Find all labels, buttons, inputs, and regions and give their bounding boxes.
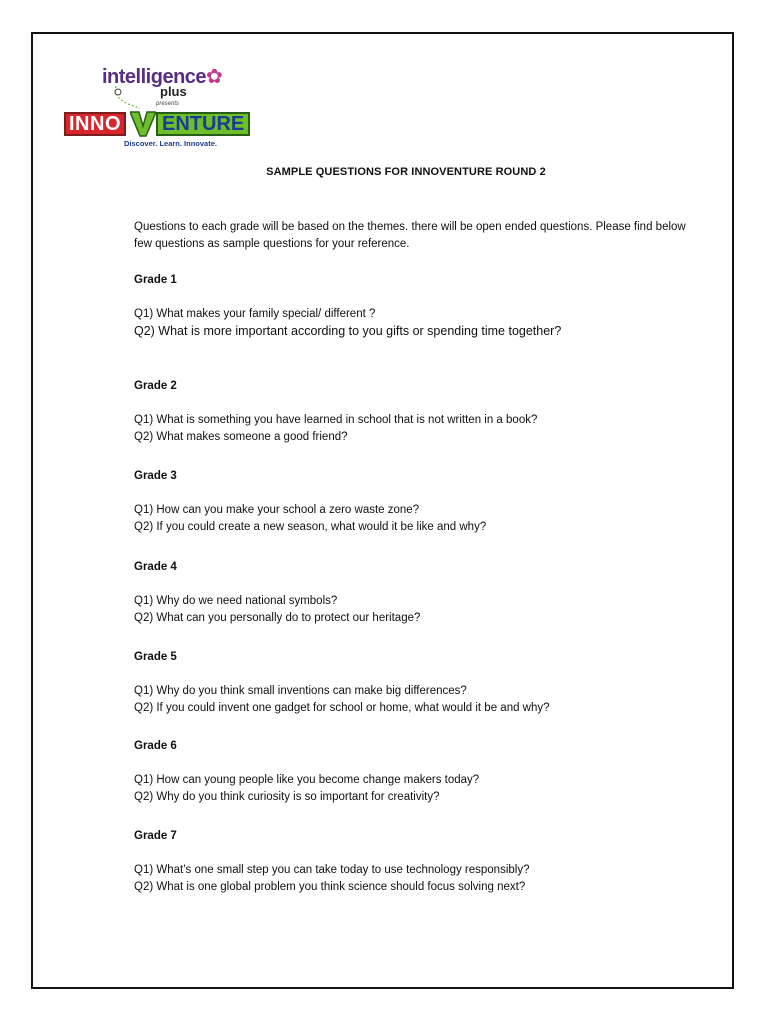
brand-v-icon — [130, 110, 156, 138]
grade-1-section — [134, 272, 694, 340]
presents-label: presents — [156, 101, 180, 107]
grade-heading: Grade 4 — [134, 561, 177, 573]
question-2: Q2) Why do you think curiosity is so important for creativity? — [134, 791, 440, 803]
question-2: Q2) What makes someone a good friend? — [134, 431, 348, 443]
brand-enture: ENTURE — [156, 112, 250, 136]
logo-tagline: Discover. Learn. Innovate. — [124, 139, 217, 148]
question-2: Q2) If you could invent one gadget for school or home, what would it be and why? — [134, 702, 550, 714]
question-1: Q1) Why do we need national symbols? — [134, 595, 338, 607]
grade-heading: Grade 6 — [134, 740, 177, 752]
grade-heading: Grade 3 — [134, 470, 177, 482]
intro-paragraph — [134, 219, 694, 253]
question-1: Q1) What’s one small step you can take today to use technology responsibly? — [134, 864, 530, 876]
grade-5-section — [134, 649, 694, 717]
question-1: Q1) What is something you have learned in school that is not written in a book? — [134, 414, 538, 426]
question-2: Q2) What is more important according to you gifts or spending time together? — [134, 324, 562, 338]
question-2: Q2) What is one global problem you think science should focus solving next? — [134, 881, 526, 893]
grade-heading: Grade 2 — [134, 380, 177, 392]
grade-4-section — [134, 559, 694, 627]
intro-line: few questions as sample questions for your reference. — [134, 238, 410, 250]
grade-6-section — [134, 738, 694, 806]
question-1: Q1) How can you make your school a zero waste zone? — [134, 504, 420, 516]
grade-3-section — [134, 468, 694, 536]
innoventure-logo — [64, 64, 254, 150]
intelligence-wordmark: intelligence✿ — [102, 66, 223, 88]
question-1: Q1) Why do you think small inventions can make big differences? — [134, 685, 467, 697]
flower-icon: ✿ — [206, 66, 223, 88]
plus-wordmark: plus — [160, 84, 187, 99]
question-2: Q2) If you could create a new season, what would it be like and why? — [134, 521, 487, 533]
grade-2-section — [134, 378, 694, 446]
grade-heading: Grade 7 — [134, 830, 177, 842]
grade-heading: Grade 5 — [134, 651, 177, 663]
intro-line: Questions to each grade will be based on the themes. there will be open ended questions. Please find below — [134, 221, 686, 233]
grade-heading: Grade 1 — [134, 274, 177, 286]
brand-inno: INNO — [64, 112, 126, 136]
document-title: SAMPLE QUESTIONS FOR INNOVENTURE ROUND 2 — [266, 166, 546, 178]
grade-7-section — [134, 828, 694, 896]
question-2: Q2) What can you personally do to protect our heritage? — [134, 612, 421, 624]
question-1: Q1) What makes your family special/ different ? — [134, 308, 376, 320]
question-1: Q1) How can young people like you become change makers today? — [134, 774, 480, 786]
